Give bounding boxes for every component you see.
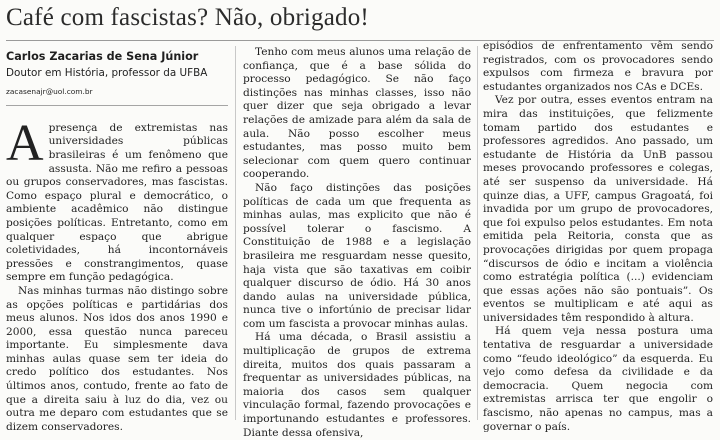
paragraph-text: presença de extremistas nas universidades públicas brasileiras é um fenômeno que assusta. Não me refiro a pessoas ou grupos conservadores, mas fascistas. Como espaço plural e democrático, o ambiente acadêmico não distingue posições políticas. Entretanto, como em qualquer espaço que abrigue coletividades, há incontornáveis pressões e constrangimentos, quase sempre em função pedagógica. bbox=[6, 121, 228, 284]
paragraph: Há uma década, o Brasil assistiu a multiplicação de grupos de extrema direita, muitos dos quais passaram a frequentar as universidades públicas, na maioria dos casos sem qualquer vinculação formal, fazendo provocações e importunando estudantes e professores. Diante dessa ofensiva, bbox=[243, 331, 471, 439]
column-1 bbox=[6, 46, 228, 434]
author-role: Doutor em História, professor da UFBA bbox=[6, 66, 208, 79]
author-name: Carlos Zacarias de Sena Júnior bbox=[6, 50, 199, 63]
column-3 bbox=[483, 40, 713, 434]
drop-cap: A bbox=[6, 114, 44, 172]
headline: Café com fascistas? Não, obrigado! bbox=[6, 4, 369, 31]
column-2 bbox=[243, 46, 471, 440]
column-divider bbox=[477, 46, 478, 420]
paragraph bbox=[6, 114, 228, 285]
paragraph: Nas minhas turmas não distingo sobre as opções políticas e partidárias dos meus alunos. Nos idos dos anos 1990 e 2000, essa questão nunca pareceu importante. Eu simplesmente dava minhas aulas quase sem ter ideia do credo político dos estudantes. Nos últimos anos, contudo, frente ao fato de que a direita saiu à luz do dia, vez ou outra me deparo com estudantes que se dizem conservadores. bbox=[6, 284, 228, 433]
paragraph: episódios de enfrentamento vêm sendo registrados, com os provocadores sendo expulsos com firmeza e bravura por estudantes organizados nos CAs e DCEs. bbox=[483, 40, 713, 93]
author-rule bbox=[6, 105, 228, 106]
author-email: zacasenajr@uol.com.br bbox=[6, 87, 93, 97]
paragraph: Tenho com meus alunos uma relação de confiança, que é a base sólida do processo pedagógico. Se não faço distinções nas minhas classes, isso não quer dizer que seja obrigado a levar relações de amizade para além da sala de aula. Não posso escolher meus estudantes, mas posso muito bem selecionar com quem quero continuar cooperando. bbox=[243, 46, 471, 181]
paragraph: Vez por outra, esses eventos entram na mira das instituições, que felizmente tomam partido dos estudantes e professores agredidos. Ano passado, um estudante de História da UnB passou meses provocando professores e colegas, até ser suspenso da universidade. Há quinze dias, a UFF, campus Gragoatá, foi invadida por um grupo de provocadores, que foi expulso pelos estudantes. Em nota emitida pela Reitoria, consta que as provocações dirigidas por quem propaga “discursos de ódio e incitam a violência como estratégia política (...) evidenciam que essas ações não são pontuais”. Os eventos se multiplicam e até aqui as universidades têm respondido à altura. bbox=[483, 94, 713, 324]
paragraph: Há quem veja nessa postura uma tentativa de resguardar a universidade como “feudo ideológico” da esquerda. Eu vejo como defesa da civilidade e da democracia. Quem negocia com extremistas arrisca ter que engolir o fascismo, não apenas no campus, mas a governar o país. bbox=[483, 325, 713, 433]
column-divider bbox=[235, 46, 236, 420]
paragraph: Não faço distinções das posições políticas de cada um que frequenta as minhas aulas, mas explicito que não é possível tolerar o fascismo. A Constituição de 1988 e a legislação brasileira me resguardam nesse quesito, haja vista que são taxativas em coibir qualquer discurso de ódio. Há 30 anos dando aulas na universidade pública, nunca tive o infortúnio de precisar lidar com um fascista a provocar minhas aulas. bbox=[243, 181, 471, 330]
